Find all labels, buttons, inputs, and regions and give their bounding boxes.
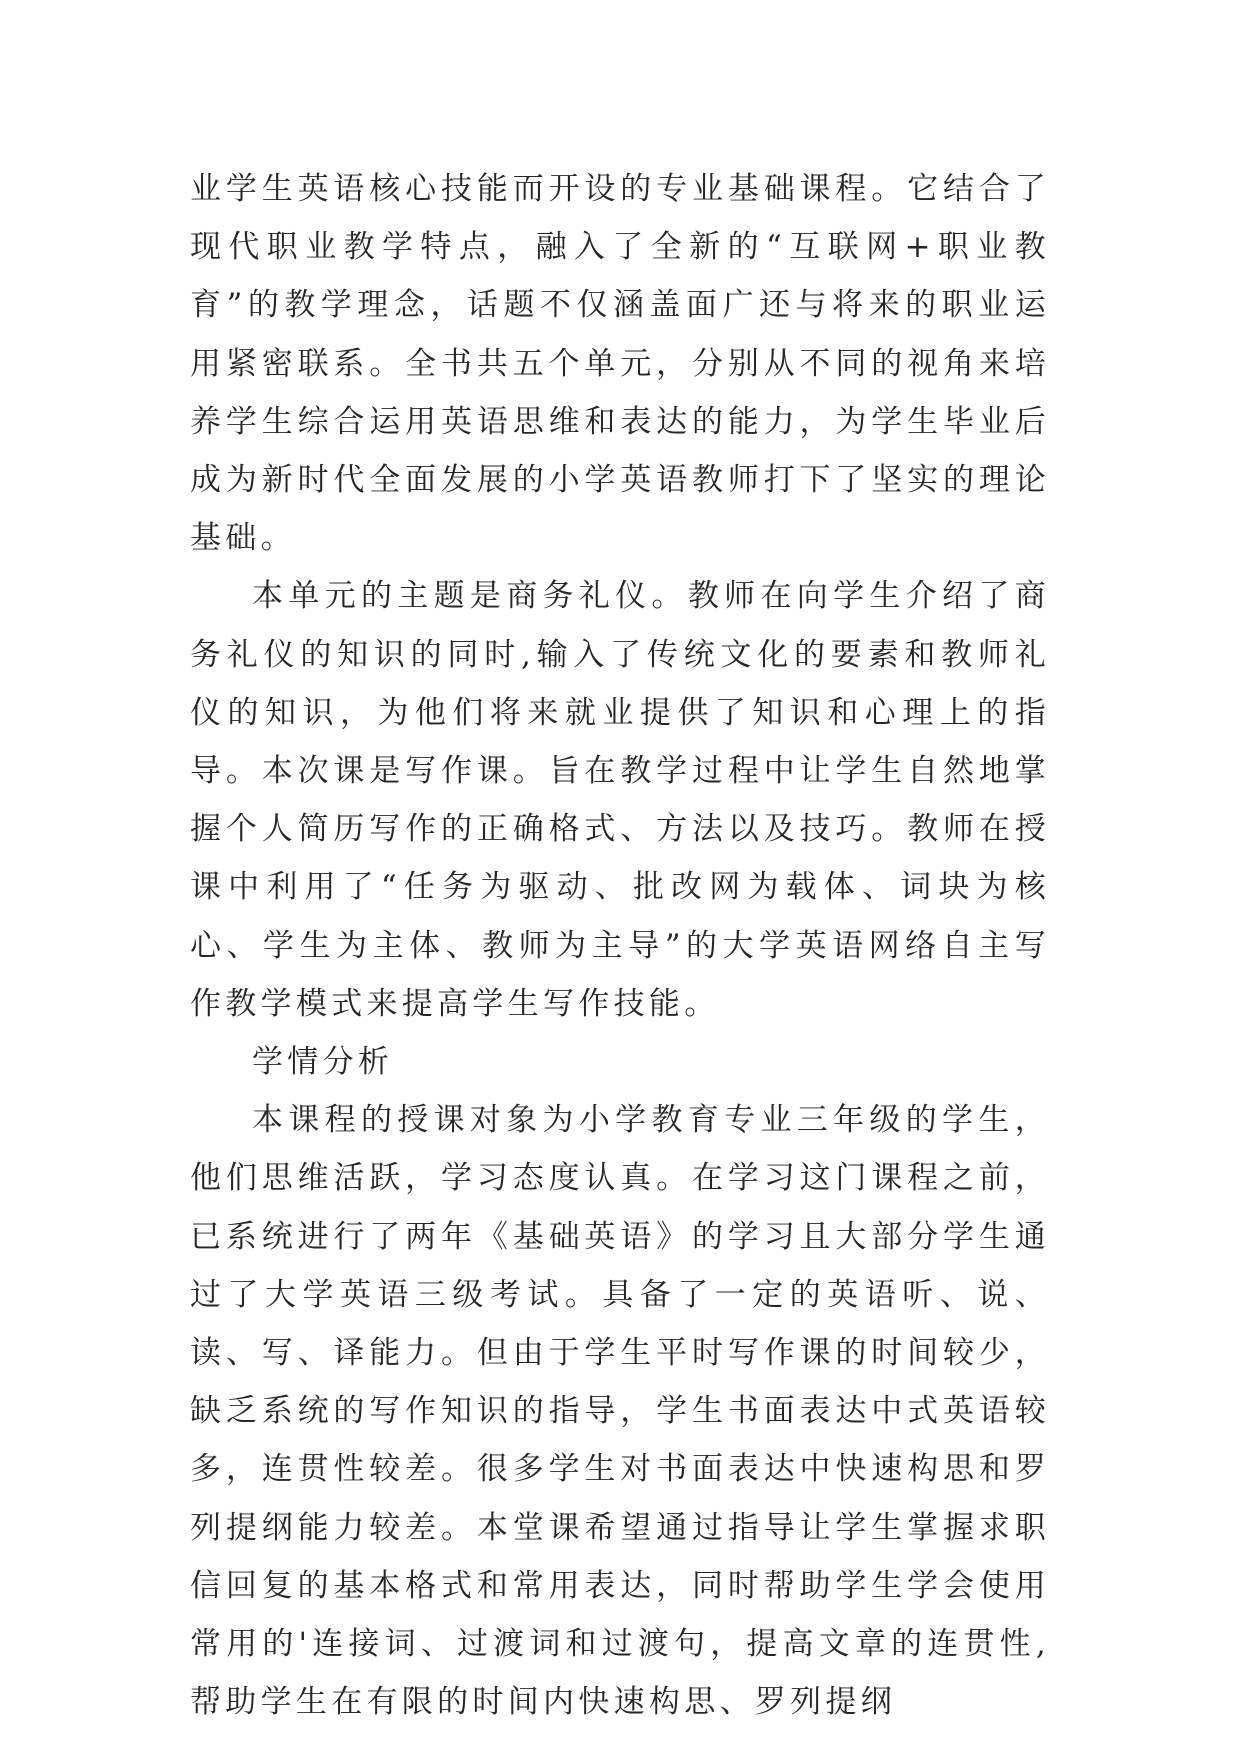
- paragraph-course-intro: 业学生英语核心技能而开设的专业基础课程。它结合了现代职业教学特点，融入了全新的“互联网+职业教育”的教学理念，话题不仅涵盖面广还与将来的职业运用紧密联系。全书共五个单元，分别从不同的视角来培养学生综合运用英语思维和表达的能力，为学生毕业后成为新时代全面发展的小学英语教师打下了坚实的理论基础。: [190, 171, 1050, 557]
- paragraph-student-analysis: 本课程的授课对象为小学教育专业三年级的学生，他们思维活跃，学习态度认真。在学习这门课程之前，已系统进行了两年《基础英语》的学习且大部分学生通过了大学英语三级考试。具备了一定的英语听、说、读、写、译能力。但由于学生平时写作课的时间较少，缺乏系统的写作知识的指导，学生书面表达中式英语较多，连贯性较差。很多学生对书面表达中快速构思和罗列提纲能力较差。本堂课希望通过指导让学生掌握求职信回复的基本格式和常用表达，同时帮助学生学会使用常用的'连接词、过渡词和过渡句，提高文章的连贯性,帮助学生在有限的时间内快速构思、罗列提纲: [190, 1102, 1050, 1721]
- document-body: [190, 160, 1050, 1731]
- paragraph-unit-theme: 本单元的主题是商务礼仪。教师在向学生介绍了商务礼仪的知识的同时,输入了传统文化的要素和教师礼仪的知识，为他们将来就业提供了知识和心理上的指导。本次课是写作课。旨在教学过程中让学生自然地掌握个人简历写作的正确格式、方法以及技巧。教师在授课中利用了“任务为驱动、批改网为载体、词块为核心、学生为主体、教师为主导”的大学英语网络自主写作教学模式来提高学生写作技能。: [190, 578, 1050, 1022]
- section-heading: 学情分析: [252, 1044, 394, 1081]
